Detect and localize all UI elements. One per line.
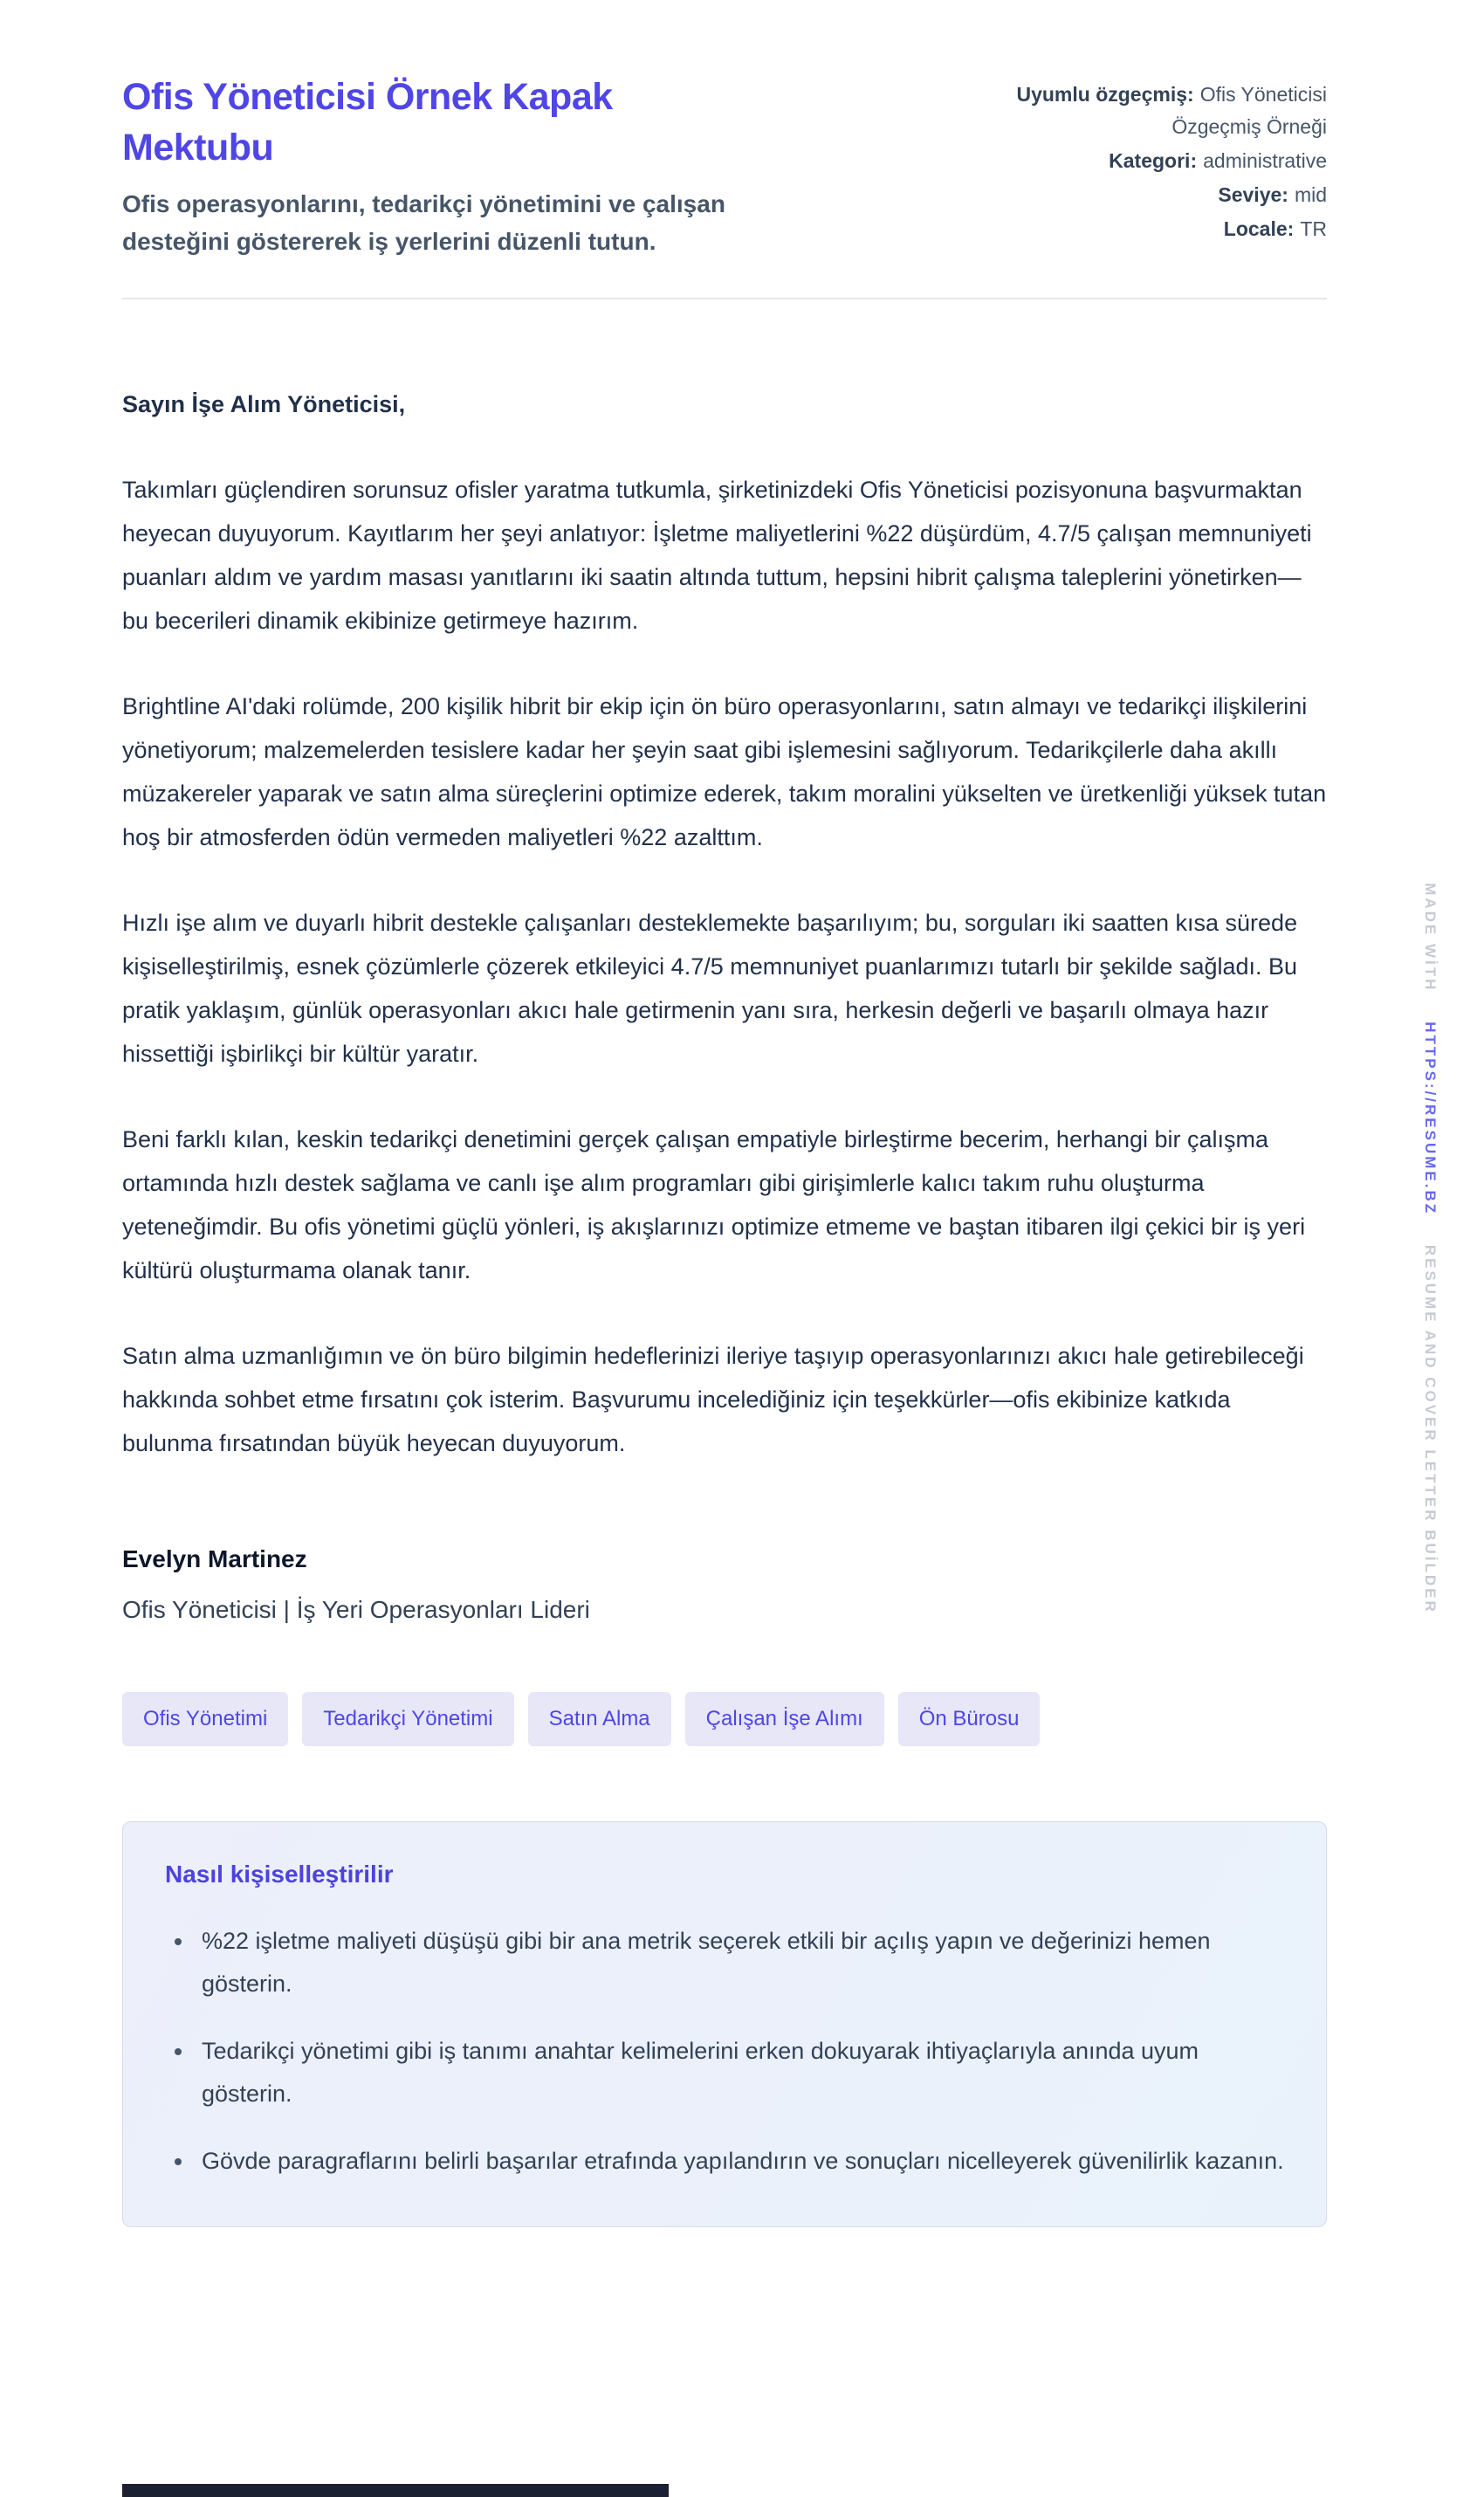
meta-category [943, 145, 1327, 177]
watermark-link[interactable]: HTTPS://RESUME.BZ [1422, 1022, 1439, 1216]
meta-value: mid [1294, 183, 1327, 206]
signature-role: Ofis Yöneticisi | İş Yeri Operasyonları Lideri [122, 1595, 590, 1623]
letter-paragraph: Takımları güçlendiren sorunsuz ofisler yaratma tutkumla, şirketinizdeki Ofis Yöneticisi pozisyonuna başvurmaktan heyecan duyuyorum. Kayıtlarım her şeyi anlatıyor: İşletme maliyetlerini %22 düşürdüm, 4.7/5 çalışan memnuniyeti puanları aldım ve yardım masası yanıtlarını iki saatin altında tuttum, hepsini hibrit çalışma taleplerini yönetirken—bu becerileri dinamik ekibinize getirmeye hazırım. [122, 476, 1312, 634]
letter-paragraph: Hızlı işe alım ve duyarlı hibrit destekle çalışanları desteklemekte başarılıyım; bu, sorguları iki saatten kısa sürede kişiselleştirilmiş, esnek çözümlerle çözerek etkileyici 4.7/5 memnuniyet puanlarımızı tutarlı bir şekilde sağladı. Bu pratik yaklaşım, günlük operasyonları akıcı hale getirmenin yanı sıra, herkesin değerli ve başarılı olmaya hazır hissettiği işbirlikçi bir kültür yaratır. [122, 909, 1298, 1067]
tag-chip[interactable]: Çalışan İşe Alımı [685, 1692, 884, 1746]
letter-paragraph: Brightline AI'daki rolümde, 200 kişilik hibrit bir ekip için ön büro operasyonlarını, satın almayı ve tedarikçi ilişkilerini yönetiyorum; malzemelerden tesislere kadar her şeyin saat gibi işlemesini sağlıyorum. Tedarikçilerle daha akıllı müzakereler yaparak ve satın alma süreçlerini optimize ederek, takım moralini yükselten ve üretkenliği yüksek tutan hoş bir atmosferden ödün vermeden maliyetleri %22 azalttım. [122, 692, 1327, 850]
cover-letter-page [122, 0, 1327, 2227]
meta-label: Seviye: [1218, 183, 1288, 206]
customize-bullet: • Gövde paragraflarını belirli başarılar etrafında yapılandırın ve sonuçları nicelleyerek güvenilirlik kazanın. [195, 2140, 1284, 2183]
meta-label: Locale: [1223, 217, 1295, 240]
meta-level [943, 179, 1327, 211]
customize-list [165, 1920, 1284, 2183]
watermark-prefix: MADE WİTH [1422, 883, 1439, 993]
signature-name: Evelyn Martinez [122, 1544, 307, 1572]
letter-paragraph: Beni farklı kılan, keskin tedarikçi denetimini gerçek çalışan empatiyle birleştirme becerim, herhangi bir çalışma ortamında hızlı destek sağlama ve canlı işe alım programları gibi girişimlerle kalıcı takım ruhu oluşturma yeteneğimdir. Bu ofis yönetimi güçlü yönleri, iş akışlarınızı optimize etmeme ve baştan itibaren ilgi çekici bir iş yeri kültürü oluşturmama olanak tanır. [122, 1125, 1306, 1283]
meta-value: administrative [1203, 149, 1327, 172]
tag-chip[interactable]: Tedarikçi Yönetimi [302, 1692, 513, 1746]
customize-bullet: • Tedarikçi yönetimi gibi iş tanımı anahtar kelimelerini erken dokuyarak ihtiyaçlarıyla anında uyum gösterin. [195, 2030, 1284, 2115]
customize-callout [122, 1821, 1327, 2227]
meta-label: Uyumlu özgeçmiş: [1016, 83, 1194, 106]
customize-heading: Nasıl kişiselleştirilir [165, 1860, 394, 1888]
meta-value: Ofis Yöneticisi Özgeçmiş Örneği [1171, 83, 1327, 138]
page-title: Ofis Yöneticisi Örnek Kapak Mektubu [122, 76, 613, 169]
meta-matching-resume [943, 79, 1327, 143]
meta-label: Kategori: [1109, 149, 1198, 172]
header [122, 72, 1327, 261]
letter-paragraph: Satın alma uzmanlığımın ve ön büro bilgimin hedeflerinizi ileriye taşıyıp operasyonlarınızı akıcı hale getirebileceği hakkında sohbet etme fırsatını çok isterim. Başvurumu incelediğiniz için teşekkürler—ofis ekibinize katkıda bulunma fırsatından büyük heyecan duyuyorum. [122, 1342, 1304, 1456]
meta-value: TR [1300, 217, 1327, 240]
meta-panel [943, 79, 1327, 247]
letter-greeting: Sayın İşe Alım Yöneticisi, [122, 390, 406, 417]
page-subtitle: Ofis operasyonlarını, tedarikçi yönetimini ve çalışan desteğini göstererek iş yerlerini düzenli tutun. [122, 190, 725, 256]
made-with-watermark [1421, 883, 1439, 1614]
header-divider [122, 298, 1327, 299]
keyword-tags [122, 1692, 1327, 1746]
tag-chip[interactable]: Ofis Yönetimi [122, 1692, 288, 1746]
tag-chip[interactable]: Ön Bürosu [898, 1692, 1041, 1746]
tag-chip[interactable]: Satın Alma [528, 1692, 671, 1746]
footer-bar [122, 2484, 669, 2497]
meta-locale [943, 213, 1327, 245]
watermark-suffix: RESUME AND COVER LETTER BUİLDER [1422, 1244, 1439, 1614]
customize-bullet: • %22 işletme maliyeti düşüşü gibi bir ana metrik seçerek etkili bir açılış yapın ve değerinizi hemen gösterin. [195, 1920, 1284, 2005]
header-titles [122, 72, 768, 261]
letter-body [122, 382, 1327, 1465]
signature-block [122, 1545, 1327, 1624]
